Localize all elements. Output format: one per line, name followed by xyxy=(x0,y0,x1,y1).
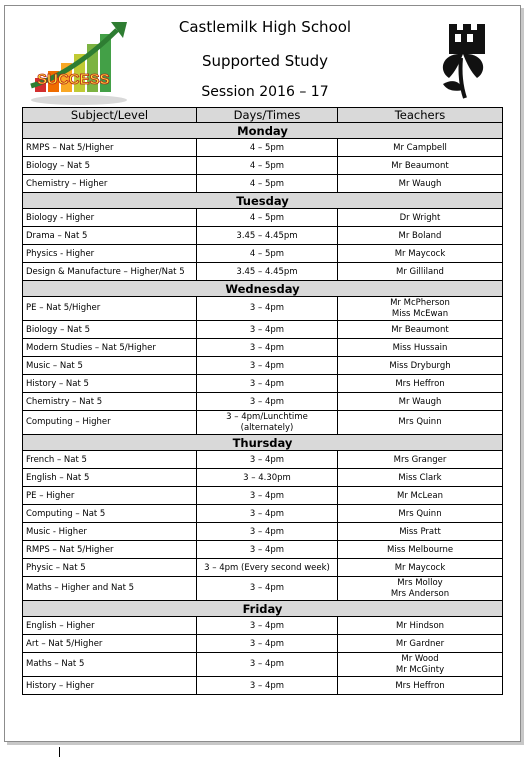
subject-cell: Modern Studies – Nat 5/Higher xyxy=(23,339,197,357)
teachers-cell xyxy=(338,139,503,157)
teacher-name: Mr Wood xyxy=(401,653,439,664)
teacher-name: Mr Gardner xyxy=(395,638,445,649)
subject-cell: PE – Higher xyxy=(23,487,197,505)
table-row xyxy=(23,635,503,653)
table-body xyxy=(23,123,503,695)
teacher-name: Mr Maycock xyxy=(394,562,446,573)
subject-cell: Drama – Nat 5 xyxy=(23,227,197,245)
time-cell: 4 – 5pm xyxy=(197,175,338,193)
subject-cell: Biology – Nat 5 xyxy=(23,157,197,175)
teacher-name: Mrs Quinn xyxy=(398,508,442,519)
teacher-name: Mr Gilliland xyxy=(396,266,444,277)
teachers-cell xyxy=(338,339,503,357)
teachers-cell xyxy=(338,321,503,339)
supported-study-table xyxy=(22,107,503,695)
teacher-name: Mr Beaumont xyxy=(391,324,449,335)
table-row xyxy=(23,487,503,505)
teacher-name: Miss Dryburgh xyxy=(389,360,451,371)
success-logo-text: SUCCESS xyxy=(37,71,110,88)
subject-cell: RMPS – Nat 5/Higher xyxy=(23,541,197,559)
subject-cell: French – Nat 5 xyxy=(23,451,197,469)
time-cell: 3 – 4pm xyxy=(197,505,338,523)
subject-cell: Chemistry – Higher xyxy=(23,175,197,193)
time-cell: 3 – 4pm xyxy=(197,375,338,393)
session-label: Session 2016 – 17 xyxy=(201,84,329,100)
teachers-cell xyxy=(338,451,503,469)
subject-cell: Music - Higher xyxy=(23,523,197,541)
teachers-cell xyxy=(338,263,503,281)
subject-cell: English – Higher xyxy=(23,617,197,635)
teachers-cell xyxy=(338,541,503,559)
column-header-days-times: Days/Times xyxy=(197,108,338,123)
table-row xyxy=(23,469,503,487)
teacher-name: Mr Waugh xyxy=(398,396,442,407)
teacher-name: Miss Pratt xyxy=(399,526,441,537)
teachers-cell xyxy=(338,469,503,487)
teachers-cell xyxy=(338,411,503,435)
time-cell: 3.45 – 4.45pm xyxy=(197,227,338,245)
subject-cell: Music – Nat 5 xyxy=(23,357,197,375)
subject-cell: Chemistry – Nat 5 xyxy=(23,393,197,411)
table-row xyxy=(23,541,503,559)
teachers-cell xyxy=(338,635,503,653)
time-cell: 3 – 4pm (Every second week) xyxy=(197,559,338,577)
teacher-name: Mrs Heffron xyxy=(395,680,445,691)
table-row xyxy=(23,297,503,321)
teachers-cell xyxy=(338,505,503,523)
day-label: Thursday xyxy=(23,435,503,451)
subject-cell: History – Nat 5 xyxy=(23,375,197,393)
time-cell: 3 – 4pm xyxy=(197,653,338,677)
teacher-name: Mrs Anderson xyxy=(390,588,450,599)
table-row xyxy=(23,559,503,577)
teacher-name: Mr Campbell xyxy=(393,142,447,153)
teacher-name: Mrs Quinn xyxy=(398,417,442,427)
time-cell: 3 – 4pm xyxy=(197,635,338,653)
time-cell: 3 – 4pm xyxy=(197,487,338,505)
table-row xyxy=(23,653,503,677)
table-row xyxy=(23,375,503,393)
teacher-name: Mr Beaumont xyxy=(391,160,449,171)
subject-cell: Computing – Higher xyxy=(23,411,197,435)
table-row xyxy=(23,339,503,357)
day-label: Tuesday xyxy=(23,193,503,209)
time-cell: 3 – 4pm xyxy=(197,321,338,339)
table-header-row xyxy=(23,108,503,123)
subject-cell: Computing – Nat 5 xyxy=(23,505,197,523)
day-label: Monday xyxy=(23,123,503,139)
time-cell: 3.45 – 4.45pm xyxy=(197,263,338,281)
time-cell: 3 – 4pm xyxy=(197,541,338,559)
teacher-name: Miss Hussain xyxy=(392,342,448,353)
teachers-cell xyxy=(338,227,503,245)
table-row xyxy=(23,677,503,695)
teachers-cell xyxy=(338,559,503,577)
teacher-name: Mrs Granger xyxy=(393,454,447,465)
subject-cell: Physic – Nat 5 xyxy=(23,559,197,577)
time-cell: 4 – 5pm xyxy=(197,209,338,227)
time-cell: 4 – 5pm xyxy=(197,139,338,157)
school-crest-icon xyxy=(435,18,491,108)
teacher-name: Mr McGinty xyxy=(395,664,445,675)
subject-cell: Design & Manufacture – Higher/Nat 5 xyxy=(23,263,197,281)
day-header-row xyxy=(23,281,503,297)
subject-cell: Art – Nat 5/Higher xyxy=(23,635,197,653)
time-cell: 4 – 5pm xyxy=(197,245,338,263)
time-cell: 3 – 4pm xyxy=(197,577,338,601)
teacher-name: Mr Hindson xyxy=(395,620,445,631)
teachers-cell xyxy=(338,487,503,505)
teachers-cell xyxy=(338,245,503,263)
teachers-cell xyxy=(338,175,503,193)
table-row xyxy=(23,411,503,435)
subject-cell: PE – Nat 5/Higher xyxy=(23,297,197,321)
subject-cell: Maths – Nat 5 xyxy=(23,653,197,677)
table-row xyxy=(23,617,503,635)
teacher-name: Mr McLean xyxy=(397,490,443,501)
teacher-name: Mr Waugh xyxy=(398,178,442,189)
column-header-teachers: Teachers xyxy=(338,108,503,123)
time-cell: 3 – 4pm xyxy=(197,523,338,541)
day-header-row xyxy=(23,435,503,451)
teachers-cell xyxy=(338,523,503,541)
teachers-cell xyxy=(338,577,503,601)
table-row xyxy=(23,321,503,339)
teachers-cell xyxy=(338,617,503,635)
time-cell: 3 – 4pm xyxy=(197,393,338,411)
table-row xyxy=(23,451,503,469)
time-cell: 3 – 4pm xyxy=(197,677,338,695)
table-row xyxy=(23,245,503,263)
day-header-row xyxy=(23,193,503,209)
teachers-cell xyxy=(338,209,503,227)
teachers-cell xyxy=(338,375,503,393)
table-row xyxy=(23,263,503,281)
time-cell: 4 – 5pm xyxy=(197,157,338,175)
teacher-name: Mrs Molloy xyxy=(397,577,443,588)
day-label: Friday xyxy=(23,601,503,617)
time-cell: 3 – 4pm xyxy=(197,297,338,321)
subject-cell: English – Nat 5 xyxy=(23,469,197,487)
subject-cell: RMPS – Nat 5/Higher xyxy=(23,139,197,157)
teacher-name: Miss Melbourne xyxy=(386,544,454,555)
time-cell: 3 – 4.30pm xyxy=(197,469,338,487)
subject-cell: Maths – Higher and Nat 5 xyxy=(23,577,197,601)
table-row xyxy=(23,157,503,175)
subject-cell: Physics - Higher xyxy=(23,245,197,263)
subject-cell: History – Higher xyxy=(23,677,197,695)
table-row xyxy=(23,577,503,601)
teacher-name: Mr McPherson xyxy=(390,297,450,308)
teacher-name: Mr Maycock xyxy=(394,248,446,259)
teachers-cell xyxy=(338,297,503,321)
teachers-cell xyxy=(338,393,503,411)
teachers-cell xyxy=(338,677,503,695)
time-cell: 3 – 4pm xyxy=(197,357,338,375)
document-header xyxy=(5,6,520,116)
subject-cell: Biology - Higher xyxy=(23,209,197,227)
program-title: Supported Study xyxy=(201,52,329,70)
teachers-cell xyxy=(338,653,503,677)
time-cell: 3 – 4pm xyxy=(197,451,338,469)
table-row xyxy=(23,523,503,541)
column-header-subject: Subject/Level xyxy=(23,108,197,123)
table-row xyxy=(23,227,503,245)
teachers-cell xyxy=(338,357,503,375)
day-header-row xyxy=(23,123,503,139)
table-row xyxy=(23,357,503,375)
table-row xyxy=(23,505,503,523)
table-row xyxy=(23,139,503,157)
teacher-name: Dr Wright xyxy=(399,212,441,223)
success-logo xyxy=(27,16,133,112)
teacher-name: Mr Boland xyxy=(398,230,442,241)
table-row xyxy=(23,209,503,227)
time-cell: 3 – 4pm xyxy=(197,339,338,357)
subject-cell: Biology – Nat 5 xyxy=(23,321,197,339)
day-header-row xyxy=(23,601,503,617)
table-row xyxy=(23,175,503,193)
teacher-name: Mrs Heffron xyxy=(395,378,445,389)
margin-mark xyxy=(59,747,60,757)
teachers-cell xyxy=(338,157,503,175)
teacher-name: Miss McEwan xyxy=(391,308,449,319)
time-cell: 3 – 4pm/Lunchtime (alternately) xyxy=(197,411,338,435)
school-name: Castlemilk High School xyxy=(178,18,352,36)
time-cell: 3 – 4pm xyxy=(197,617,338,635)
teacher-name: Miss Clark xyxy=(398,472,442,483)
day-label: Wednesday xyxy=(23,281,503,297)
table-row xyxy=(23,393,503,411)
